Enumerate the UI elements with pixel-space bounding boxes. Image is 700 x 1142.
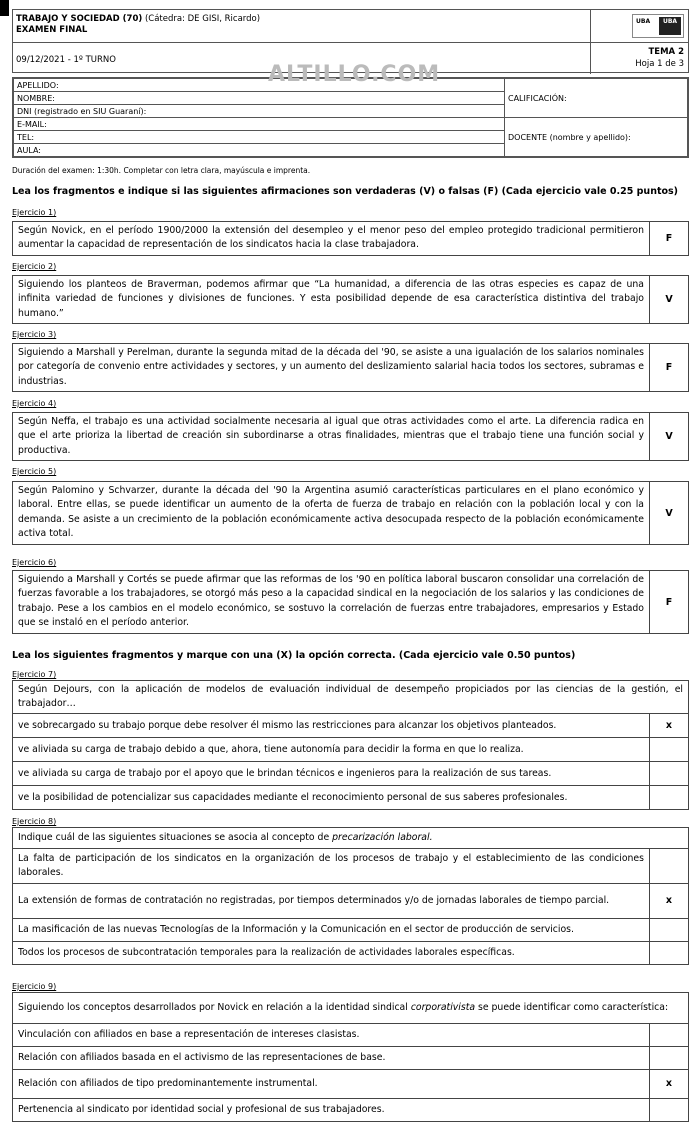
- exercise-6: [12, 570, 689, 634]
- exercise-text: Siguiendo los planteos de Braverman, podemos afirmar que “La humanidad, a diferencia de las otras especies es capaz de una infinita variedad de funciones y divisiones de funciones. Y esta posibilidad depende de esa característica distintiva del trabajo humano.”: [18, 279, 644, 319]
- option-text: La extensión de formas de contratación no registradas, por tiempos determinados y/o de jornadas laborales de tiempo parcial.: [13, 884, 650, 919]
- tema-info: TEMA 2 Hoja 1 de 3: [635, 47, 684, 69]
- answer-box[interactable]: V: [649, 413, 688, 460]
- exercise-label: Ejercicio 4): [12, 399, 57, 408]
- option-text: Todos los procesos de subcontratación temporales para la realización de actividades laborales específicas.: [13, 942, 650, 965]
- exercise-label: Ejercicio 9): [12, 982, 57, 991]
- uba-logo: UBA UBA: [632, 14, 684, 38]
- exercise-9: [12, 992, 689, 1122]
- field-calificacion: CALIFICACIÓN:: [505, 79, 688, 118]
- option-mark[interactable]: [650, 1099, 689, 1122]
- field-nombre[interactable]: NOMBRE:: [14, 92, 505, 105]
- option-mark[interactable]: [650, 762, 689, 786]
- option-mark[interactable]: x: [650, 884, 689, 919]
- option-text: Pertenencia al sindicato por identidad social y profesional de sus trabajadores.: [13, 1099, 650, 1122]
- exercise-1: [12, 221, 689, 256]
- field-dni[interactable]: DNI (registrado en SIU Guaraní):: [14, 105, 505, 118]
- option-mark[interactable]: x: [650, 1070, 689, 1099]
- exercise-label: Ejercicio 6): [12, 558, 57, 567]
- exercise-text: Siguiendo a Marshall y Perelman, durante la segunda mitad de la década del '90, se asiste a una igualación de los salarios nominales por categoría de convenio entre actividades y sectores, y un aumento del deslizamiento salarial hacia todos los sectores, subramas e industrias.: [18, 347, 644, 387]
- exercise-stem: Siguiendo los conceptos desarrollados por Novick en relación a la identidad sindical corporativista se puede identificar como característica:: [13, 993, 689, 1024]
- exam-date: 09/12/2021 - 1º TURNO: [16, 55, 116, 65]
- option-text: Vinculación con afiliados en base a representación de intereses clasistas.: [13, 1024, 650, 1047]
- corner-mark: [0, 0, 9, 16]
- exercise-8: [12, 827, 689, 965]
- answer-box[interactable]: V: [649, 482, 688, 544]
- section2-title: Lea los siguientes fragmentos y marque con una (X) la opción correcta. (Cada ejercicio vale 0.50 puntos): [12, 650, 576, 661]
- exercise-3: [12, 343, 689, 392]
- option-mark[interactable]: [650, 738, 689, 762]
- answer-box[interactable]: F: [649, 344, 688, 391]
- answer-box[interactable]: V: [649, 276, 688, 323]
- option-text: Relación con afiliados de tipo predominantemente instrumental.: [13, 1070, 650, 1099]
- option-mark[interactable]: [650, 786, 689, 810]
- field-aula[interactable]: AULA:: [14, 144, 505, 157]
- option-text: La falta de participación de los sindicatos en la organización de los procesos de trabajo y el establecimiento de las condiciones laborales.: [13, 849, 650, 884]
- option-text: ve la posibilidad de potencializar sus capacidades mediante el reconocimiento personal de sus saberes profesionales.: [13, 786, 650, 810]
- option-mark[interactable]: x: [650, 714, 689, 738]
- option-mark[interactable]: [650, 1047, 689, 1070]
- field-docente: DOCENTE (nombre y apellido):: [505, 118, 688, 157]
- student-info-table: [12, 77, 689, 158]
- option-mark[interactable]: [650, 942, 689, 965]
- exercise-label: Ejercicio 1): [12, 208, 57, 217]
- watermark: ALTILLO.COM: [268, 62, 441, 87]
- exercise-stem: Indique cuál de las siguientes situaciones se asocia al concepto de precarización laboral.: [13, 828, 689, 849]
- option-text: ve aliviada su carga de trabajo por el apoyo que le brindan técnicos e ingenieros para la realización de sus tareas.: [13, 762, 650, 786]
- option-mark[interactable]: [650, 849, 689, 884]
- course-title: TRABAJO Y SOCIEDAD (70) (Cátedra: DE GISI, Ricardo) EXAMEN FINAL: [16, 14, 261, 35]
- option-text: La masificación de las nuevas Tecnologías de la Información y la Comunicación en el sector de producción de servicios.: [13, 919, 650, 942]
- section1-title: Lea los fragmentos e indique si las siguientes afirmaciones son verdaderas (V) o falsas (F) (Cada ejercicio vale 0.25 puntos): [12, 186, 679, 197]
- duration-note: Duración del examen: 1:30h. Completar con letra clara, mayúscula e imprenta.: [12, 166, 311, 175]
- option-text: Relación con afiliados basada en el activismo de las representaciones de base.: [13, 1047, 650, 1070]
- exercise-text: Siguiendo a Marshall y Cortés se puede afirmar que las reformas de los '90 en política laboral buscaron consolidar una correlación de fuerzas favorable a los trabajadores, se otorgó más peso a la capacidad sindical en la negociación de los salarios y las condiciones de trabajo. Pese a los cambios en el modelo económico, se sostuvo la correlación de fuerzas entre trabajadores, empresarios y Estado que se instaló en el período anterior.: [18, 574, 644, 628]
- exercise-label: Ejercicio 2): [12, 262, 57, 271]
- exercise-label: Ejercicio 5): [12, 467, 57, 476]
- exercise-label: Ejercicio 3): [12, 330, 57, 339]
- exercise-stem: Según Dejours, con la aplicación de modelos de evaluación individual de desempeño propiciados por las ciencias de la gestión, el trabajador…: [13, 681, 689, 714]
- exercise-text: Según Neffa, el trabajo es una actividad socialmente necesaria al igual que otras actividades como el arte. La diferencia radica en que el arte prioriza la libertad de creación sin subordinarse a otras finalidades, mientras que el trabajo tiene una función social y productiva.: [18, 416, 644, 456]
- option-text: ve sobrecargado su trabajo porque debe resolver él mismo las restricciones para alcanzar los objetivos planteados.: [13, 714, 650, 738]
- field-email[interactable]: E-MAIL:: [14, 118, 505, 131]
- option-mark[interactable]: [650, 1024, 689, 1047]
- exercise-label: Ejercicio 7): [12, 670, 57, 679]
- field-apellido[interactable]: APELLIDO:: [14, 79, 505, 92]
- exercise-label: Ejercicio 8): [12, 817, 57, 826]
- field-tel[interactable]: TEL:: [14, 131, 505, 144]
- exercise-2: [12, 275, 689, 324]
- exercise-5: [12, 481, 689, 545]
- exercise-text: Según Palomino y Schvarzer, durante la década del '90 la Argentina asumió características particulares en el plano económico y laboral. Entre ellas, se puede identificar un aumento de la oferta de fuerza de trabajo en relación con la población local y con la demanda. Se asiste a un crecimiento de la población económicamente activa desocupada respecto de la población económicamente activa total.: [18, 485, 644, 539]
- exercise-7: [12, 680, 689, 810]
- exercise-4: [12, 412, 689, 461]
- option-text: ve aliviada su carga de trabajo debido a que, ahora, tiene autonomía para decidir la forma en que lo realiza.: [13, 738, 650, 762]
- exercise-text: Según Novick, en el período 1900/2000 la extensión del desempleo y el menor peso del empleo protegido tradicional permitieron aumentar la capacidad de representación de los sindicatos hacia la clase trabajadora.: [18, 225, 644, 251]
- answer-box[interactable]: F: [649, 571, 688, 633]
- answer-box[interactable]: F: [649, 222, 688, 255]
- option-mark[interactable]: [650, 919, 689, 942]
